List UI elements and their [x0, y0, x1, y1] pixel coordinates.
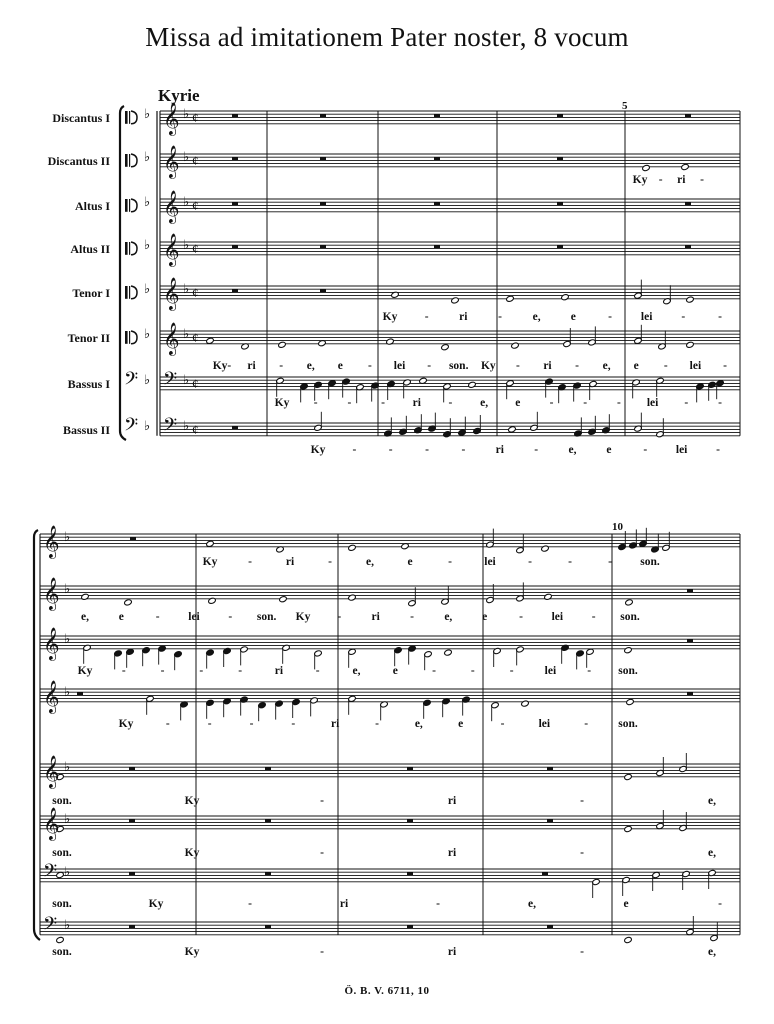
lyric-syllable: Ky [184, 795, 200, 807]
note-head [451, 297, 459, 304]
breve-rest [320, 245, 326, 248]
lyric-syllable: - [315, 665, 320, 677]
breve-rest [130, 537, 136, 540]
key-signature: ♭ [64, 917, 71, 932]
lyric-syllable: - [498, 311, 502, 323]
time-signature: ¢ [192, 110, 199, 125]
breve-rest [129, 819, 135, 822]
voice-label: Bassus I [67, 377, 110, 391]
breve-rest [320, 114, 326, 117]
lyric-syllable: e, [528, 898, 536, 910]
key-signature: ♭ [144, 106, 151, 121]
lyric-syllable: - [249, 718, 254, 730]
lyric-syllable: e, [568, 444, 577, 456]
breve-rest [320, 289, 326, 292]
lyric-syllable: - [718, 311, 722, 323]
note-head [624, 773, 632, 780]
voice-label: Discantus I [52, 111, 110, 125]
note-head [686, 341, 694, 348]
c-clef-icon [125, 111, 128, 124]
breve-rest [320, 157, 326, 160]
lyric-syllable: - [534, 444, 539, 456]
key-signature: ♭ [144, 237, 151, 252]
time-signature: ¢ [192, 330, 199, 345]
lyric-syllable: Ky [295, 611, 311, 623]
lyric-syllable: e [482, 611, 488, 623]
time-signature: ¢ [192, 241, 199, 256]
lyric-syllable: Ky [184, 847, 200, 859]
lyric-syllable: - [436, 898, 440, 910]
lyric-syllable: ri [371, 611, 380, 623]
lyric-syllable: son. [618, 665, 638, 677]
note-head [624, 825, 632, 832]
breve-rest [129, 767, 135, 770]
c-clef-icon [131, 286, 137, 299]
lyric-syllable: lei [538, 718, 551, 730]
f-clef-icon: 𝄢 [43, 913, 58, 938]
lyric-syllable: - [580, 847, 584, 859]
breve-rest [434, 114, 440, 117]
breve-rest [687, 589, 693, 592]
lyric-syllable: e, [366, 556, 374, 568]
breve-rest [232, 245, 238, 248]
voice-label: Bassus II [62, 423, 110, 437]
c-clef-icon [129, 154, 130, 167]
lyric-syllable: ri [495, 444, 504, 456]
lyric-syllable: Ky [382, 311, 398, 323]
note-head [624, 936, 632, 943]
note-head [468, 381, 476, 388]
g-clef-icon: 𝄞 [163, 235, 180, 266]
lyric-syllable: lei [640, 311, 653, 323]
f-clef-icon: 𝄢 [163, 414, 178, 439]
lyric-syllable: Ky- [212, 360, 232, 372]
breve-rest [542, 872, 548, 875]
lyric-syllable: ri [331, 718, 340, 730]
breve-rest [407, 767, 413, 770]
g-clef-icon: 𝄞 [163, 324, 180, 355]
lyric-syllable: ri [447, 795, 457, 807]
note-head [642, 164, 650, 171]
key-signature: ♭ [183, 372, 190, 387]
f-clef-icon: 𝄢 [163, 368, 178, 393]
breve-rest [265, 872, 271, 875]
key-signature: ♭ [183, 106, 190, 121]
lyric-syllable: - [591, 611, 596, 623]
lyric-syllable: e [606, 444, 612, 456]
note-head [348, 594, 356, 601]
plate-number: Ö. B. V. 6711, 10 [344, 985, 430, 997]
c-clef-icon [125, 286, 128, 299]
lyric-syllable: ri [247, 360, 256, 372]
breve-rest [547, 767, 553, 770]
lyric-syllable: - [643, 444, 648, 456]
breve-rest [129, 925, 135, 928]
lyric-syllable: e, [708, 795, 716, 807]
lyric-syllable: - [587, 665, 592, 677]
breve-rest [232, 157, 238, 160]
lyric-syllable: - [470, 665, 475, 677]
key-signature: ♭ [144, 149, 151, 164]
section-title: Kyrie [158, 86, 200, 105]
breve-rest [77, 692, 83, 695]
note-head [624, 647, 632, 654]
key-signature: ♭ [144, 372, 151, 387]
lyric-syllable: - [700, 174, 704, 186]
lyric-syllable: - [515, 360, 520, 372]
key-signature: ♭ [183, 237, 190, 252]
time-signature: ¢ [192, 422, 199, 437]
lyric-syllable: ri [447, 946, 457, 958]
breve-rest [407, 925, 413, 928]
key-signature: ♭ [183, 194, 190, 209]
note-head [625, 599, 633, 606]
key-signature: ♭ [183, 149, 190, 164]
c-clef-icon [131, 242, 137, 255]
lyric-syllable: son. [52, 847, 72, 859]
voice-label: Tenor II [67, 331, 110, 345]
lyric-syllable: - [584, 718, 589, 730]
lyric-syllable: - [617, 397, 621, 409]
lyric-syllable: e [515, 397, 521, 409]
lyric-syllable: - [313, 397, 318, 409]
lyric-syllable: lei [544, 665, 557, 677]
f-clef-icon: 𝄢 [124, 414, 139, 439]
note-head [626, 698, 634, 705]
lyric-syllable: son. [256, 611, 277, 623]
lyric-syllable: - [448, 397, 453, 409]
c-clef-icon [129, 111, 130, 124]
lyric-syllable: e, [414, 718, 423, 730]
lyric-syllable: - [320, 847, 324, 859]
breve-rest [547, 819, 553, 822]
lyric-syllable: - [608, 556, 612, 568]
lyric-syllable: - [432, 665, 436, 677]
lyric-syllable: ri [285, 556, 295, 568]
breve-rest [687, 639, 693, 642]
lyric-syllable: - [528, 556, 532, 568]
c-clef-icon [125, 331, 128, 344]
note-head [681, 163, 689, 170]
lyric-syllable: son. [448, 360, 469, 372]
lyric-syllable: e [633, 360, 639, 372]
lyric-syllable: ri [339, 898, 349, 910]
breve-rest [265, 767, 271, 770]
lyric-syllable: e, [708, 847, 716, 859]
lyric-syllable: Ky [310, 444, 326, 456]
note-head [444, 649, 452, 656]
lyric-syllable: - [228, 611, 233, 623]
lyric-syllable: - [165, 718, 170, 730]
breve-rest [557, 245, 563, 248]
c-clef-icon [131, 331, 137, 344]
lyric-syllable: - [248, 556, 252, 568]
lyric-syllable: Ky [202, 556, 218, 568]
lyric-syllable: e, [352, 665, 361, 677]
lyric-syllable: e, [532, 311, 541, 323]
lyric-syllable: son. [52, 898, 72, 910]
breve-rest [547, 925, 553, 928]
breve-rest [232, 202, 238, 205]
lyric-syllable: - [684, 397, 689, 409]
lyric-syllable: e, [306, 360, 315, 372]
lyric-syllable: e, [708, 946, 716, 958]
g-clef-icon: 𝄞 [43, 757, 60, 788]
lyric-syllable: - [500, 718, 505, 730]
voice-label: Tenor I [72, 286, 110, 300]
g-clef-icon: 𝄞 [43, 527, 60, 558]
key-signature: ♭ [64, 684, 71, 699]
lyric-syllable: e, [444, 611, 453, 623]
c-clef-icon [129, 331, 130, 344]
note-head [206, 540, 214, 547]
breve-rest [687, 692, 693, 695]
c-clef-icon [129, 286, 130, 299]
note-head [208, 597, 216, 604]
lyric-syllable: lei [188, 611, 200, 623]
note-head [561, 294, 569, 301]
lyric-syllable: son. [52, 946, 72, 958]
lyric-syllable: lei [551, 611, 564, 623]
g-clef-icon: 𝄞 [43, 579, 60, 610]
lyric-syllable: - [368, 360, 372, 372]
lyric-syllable: Ky [77, 665, 93, 677]
lyric-syllable: - [575, 360, 579, 372]
note-head [686, 296, 694, 303]
key-signature: ♭ [64, 631, 71, 646]
score-systems [34, 106, 740, 940]
lyric-syllable: - [207, 718, 212, 730]
lyric-syllable: - [681, 311, 686, 323]
lyric-syllable: - [155, 611, 160, 623]
c-clef-icon [131, 111, 137, 124]
note-head [279, 596, 287, 603]
lyric-syllable: - [279, 360, 284, 372]
lyric-syllable: ri [459, 311, 468, 323]
lyric-syllable: e [118, 611, 124, 623]
lyric-syllable: - [568, 556, 572, 568]
lyric-syllable: - [718, 898, 722, 910]
lyric-syllable: son. [618, 718, 638, 730]
lyric-syllable: Ky [148, 898, 164, 910]
breve-rest [407, 819, 413, 822]
key-signature: ♭ [64, 759, 71, 774]
lyric-syllable: lei [689, 360, 702, 372]
lyric-syllable: - [509, 665, 514, 677]
breve-rest [265, 819, 271, 822]
note-head [541, 545, 549, 552]
key-signature: ♭ [144, 194, 151, 209]
breve-rest [434, 245, 440, 248]
note-head [206, 337, 214, 344]
key-signature: ♭ [64, 529, 71, 544]
key-signature: ♭ [144, 418, 151, 433]
lyric-syllable: son. [620, 611, 640, 623]
note-head [81, 593, 89, 600]
breve-rest [434, 202, 440, 205]
lyric-syllable: e [623, 898, 629, 910]
lyric-syllable: - [549, 397, 554, 409]
lyric-syllable: - [723, 360, 727, 372]
key-signature: ♭ [64, 811, 71, 826]
lyric-syllable: - [291, 718, 296, 730]
g-clef-icon: 𝄞 [43, 809, 60, 840]
note-head [506, 295, 514, 302]
lyric-syllable: ri [447, 847, 457, 859]
lyric-syllable: e [458, 718, 464, 730]
key-signature: ♭ [183, 418, 190, 433]
g-clef-icon: 𝄞 [163, 192, 180, 223]
breve-rest [129, 872, 135, 875]
time-signature: ¢ [192, 285, 199, 300]
lyric-syllable: - [238, 665, 243, 677]
lyric-syllable: - [425, 444, 430, 456]
lyric-syllable: son. [52, 795, 72, 807]
score-text [43, 86, 727, 958]
system2-brace [34, 530, 40, 940]
lyric-syllable: - [427, 360, 432, 372]
c-clef-icon [129, 199, 130, 212]
measure-number: 10 [612, 521, 623, 533]
lyric-syllable: - [388, 444, 393, 456]
key-signature: ♭ [64, 864, 71, 879]
time-signature: ¢ [192, 376, 199, 391]
note-head [348, 544, 356, 551]
lyric-syllable: ri [412, 397, 421, 409]
g-clef-icon: 𝄞 [43, 629, 60, 660]
lyric-syllable: - [658, 174, 663, 186]
lyric-syllable: e [570, 311, 576, 323]
lyric-syllable: ri [543, 360, 552, 372]
breve-rest [685, 245, 691, 248]
note-head [544, 593, 552, 600]
lyric-syllable: Ky [274, 397, 290, 409]
key-signature: ♭ [183, 326, 190, 341]
key-signature: ♭ [64, 581, 71, 596]
key-signature: ♭ [144, 326, 151, 341]
lyric-syllable: - [461, 444, 466, 456]
lyric-syllable: e, [480, 397, 489, 409]
key-signature: ♭ [183, 281, 190, 296]
lyric-syllable: lei [393, 360, 406, 372]
breve-rest [685, 114, 691, 117]
breve-rest [557, 114, 563, 117]
lyric-syllable: Ky [632, 174, 648, 186]
lyric-syllable: lei [675, 444, 688, 456]
lyric-syllable: - [580, 795, 584, 807]
page-title: Missa ad imitationem Pater noster, 8 vocum [145, 22, 629, 52]
lyric-syllable: - [160, 665, 165, 677]
c-clef-icon [125, 154, 128, 167]
c-clef-icon [131, 154, 137, 167]
f-clef-icon: 𝄢 [43, 860, 58, 885]
breve-rest [232, 114, 238, 117]
lyric-syllable: - [320, 795, 324, 807]
lyric-syllable: - [608, 311, 612, 323]
note-head [508, 426, 516, 433]
breve-rest [407, 872, 413, 875]
lyric-syllable: - [320, 946, 324, 958]
c-clef-icon [125, 242, 128, 255]
time-signature: ¢ [192, 198, 199, 213]
lyric-syllable: e, [602, 360, 611, 372]
lyric-syllable: - [199, 665, 204, 677]
voice-label: Altus I [74, 199, 110, 213]
lyric-syllable: son. [640, 556, 660, 568]
lyric-syllable: - [580, 946, 584, 958]
g-clef-icon: 𝄞 [163, 279, 180, 310]
f-clef-icon: 𝄢 [124, 368, 139, 393]
lyric-syllable: - [663, 360, 668, 372]
lyric-syllable: - [410, 611, 414, 623]
lyric-syllable: - [716, 444, 720, 456]
key-signature: ♭ [144, 281, 151, 296]
lyric-syllable: - [448, 556, 452, 568]
lyric-syllable: - [424, 311, 429, 323]
lyric-syllable: - [121, 665, 126, 677]
lyric-syllable: e [337, 360, 343, 372]
lyric-syllable: - [375, 718, 379, 730]
lyric-syllable: - [352, 444, 357, 456]
voice-label: Altus II [70, 242, 110, 256]
breve-rest [265, 925, 271, 928]
breve-rest [232, 289, 238, 292]
measure-number: 5 [622, 100, 628, 112]
lyric-syllable: lei [646, 397, 659, 409]
c-clef-icon [131, 199, 137, 212]
lyric-syllable: - [519, 611, 523, 623]
breve-rest [557, 157, 563, 160]
lyric-syllable: - [347, 397, 352, 409]
lyric-syllable: e, [81, 611, 89, 623]
lyric-syllable: - [337, 611, 342, 623]
lyric-syllable: Ky [480, 360, 496, 372]
note-head [278, 341, 286, 348]
lyric-syllable: e [392, 665, 398, 677]
g-clef-icon: 𝄞 [43, 682, 60, 713]
breve-rest [320, 202, 326, 205]
note-head [511, 342, 519, 349]
lyric-syllable: - [718, 397, 722, 409]
lyric-syllable: lei [484, 556, 496, 568]
breve-rest [232, 426, 238, 429]
c-clef-icon [129, 242, 130, 255]
voice-label: Discantus II [47, 154, 110, 168]
breve-rest [557, 202, 563, 205]
lyric-syllable: - [381, 397, 385, 409]
g-clef-icon: 𝄞 [163, 104, 180, 135]
lyric-syllable: ri [677, 174, 686, 186]
lyric-syllable: - [248, 898, 252, 910]
breve-rest [434, 157, 440, 160]
g-clef-icon: 𝄞 [163, 147, 180, 178]
lyric-syllable: Ky [184, 946, 200, 958]
lyric-syllable: - [583, 397, 588, 409]
c-clef-icon [125, 199, 128, 212]
lyric-syllable: Ky [118, 718, 134, 730]
note-head [521, 700, 529, 707]
breve-rest [685, 202, 691, 205]
lyric-syllable: e [407, 556, 413, 568]
note-head [441, 344, 449, 351]
time-signature: ¢ [192, 153, 199, 168]
lyric-syllable: - [328, 556, 332, 568]
note-head [124, 599, 132, 606]
lyric-syllable: ri [274, 665, 284, 677]
